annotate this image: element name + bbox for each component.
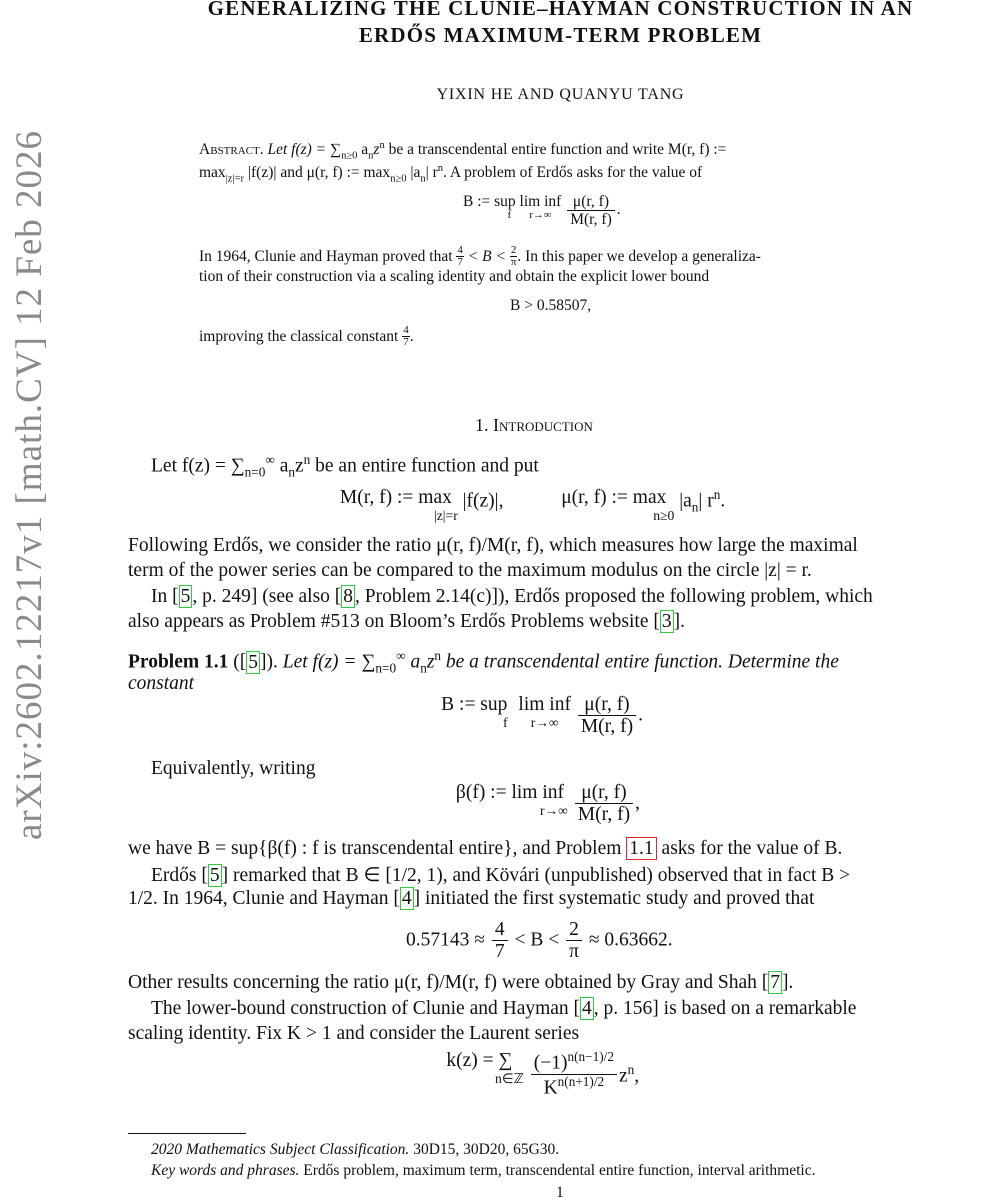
abstract-line-5: improving the classical constant $\frac{4}{7}$ . <box>199 324 414 348</box>
equation-M-mu: M(r, f) := max |z|=r |f(z)|, μ(r, f) := max n≥0 $|a_n|$ $r^n$. <box>339 487 726 524</box>
problem-label: Problem 1.1 <box>128 651 229 673</box>
paragraph-3-line-2: also appears as Problem #513 on Bloom’s Erdős Problems website [ 3 ]. <box>128 611 685 632</box>
abstract-line-1: Abstract. Let $f(z) = \sum_{n\ge 0}$ $a_nz^n$ be a transcendental entire function and write M(r, f) := <box>199 140 727 162</box>
paragraph-8-line-1: The lower-bound construction of Clunie and Hayman [ 4 , p. 156] is based on a remarkable <box>151 998 857 1019</box>
paper-authors: YIXIN HE AND QUANYU TANG <box>436 86 685 103</box>
equation-bounds: 0.57143 ≈ $\frac{4}{7}$ < B < $\frac{2}{\pi}$ ≈ 0.63662. <box>406 919 673 963</box>
paragraph-6-line-1: Erdős [ 5 ] remarked that B ∈ [1/2, 1), and Kövári (unpublished) observed that in fact B > <box>151 865 851 886</box>
abstract-line-4: tion of their construction via a scaling identity and obtain the explicit lower bound <box>199 268 710 285</box>
abstract-label: Abstract. <box>199 141 264 159</box>
abstract-bound: B > 0.58507, <box>510 297 592 314</box>
problem-statement-line-1: Problem 1.1 ([ 5 ]). Let $f(z) = \sum_{n=0}^\infty$ $a_nz^n$ be a transcendental entire function. Determine the <box>128 648 839 676</box>
citation-link[interactable]: 5 <box>209 865 220 886</box>
paper-title-line-2: ERDŐS MAXIMUM-TERM PROBLEM <box>358 23 763 47</box>
equation-beta: β(f) := lim inf r→∞ $\frac{\mu(r, f)}{M(r, f)}$ , <box>455 782 640 826</box>
paragraph-1: Let $f(z) = \sum_{n=0}^\infty$ $a_nz^n$ be an entire function and put <box>151 452 539 480</box>
equation-laurent-series: k(z) = ∑ n∈ℤ $\frac{(-1)^{n(n-1)/2}}{K^{n(n+1)/2}}$ $z^n$, <box>446 1049 640 1099</box>
citation-link[interactable]: 7 <box>770 972 781 993</box>
page-number: 1 <box>556 1184 564 1201</box>
citation-link[interactable]: 4 <box>401 888 412 909</box>
citation-link[interactable]: 5 <box>180 586 191 607</box>
problem-reference-link[interactable]: 1.1 <box>626 837 656 860</box>
citation-link[interactable]: 8 <box>343 586 354 607</box>
paragraph-5: we have B = sup{β(f) : f is transcendental entire}, and Problem 1.1 asks for the value of B. <box>128 838 843 859</box>
abstract-line-3: In 1964, Clunie and Hayman proved that $\frac{4}{7}$ < B < $\frac{2}{\pi}$ . In this paper we develop a generaliza- <box>199 244 761 268</box>
paragraph-2-line-2: term of the power series can be compared to the maximum modulus on the circle |z| = r. <box>128 560 812 581</box>
abstract-line-2: $\max_{|z|=r} |f(z)|$ and μ(r, f) := $\max_{n\ge 0} |a_n|$ $r^n$. A problem of Erdős asks for the value of <box>199 163 703 185</box>
citation-link[interactable]: 5 <box>248 651 259 673</box>
paragraph-4: Equivalently, writing <box>151 758 316 779</box>
paragraph-6-line-2: 1/2. In 1964, Clunie and Hayman [ 4 ] initiated the first systematic study and proved that <box>128 888 815 909</box>
paragraph-7: Other results concerning the ratio μ(r, f)/M(r, f) were obtained by Gray and Shah [ 7 ]. <box>128 972 794 993</box>
paragraph-2-line-1: Following Erdős, we consider the ratio μ(r, f)/M(r, f), which measures how large the maximal <box>128 535 858 556</box>
abstract-equation-B: B := sup f lim inf r→∞ $\frac{\mu(r, f)}{M(r, f)}$ . <box>463 193 621 229</box>
section-heading: 1. Introduction <box>475 415 593 435</box>
footnote-divider <box>128 1133 246 1134</box>
paper-title-line-1: GENERALIZING THE CLUNIE–HAYMAN CONSTRUCTION IN AN <box>207 0 914 20</box>
problem-statement-line-2: constant <box>128 673 195 694</box>
paragraph-8-line-2: scaling identity. Fix K > 1 and consider the Laurent series <box>128 1023 580 1044</box>
citation-link[interactable]: 3 <box>661 611 672 632</box>
footnote-keywords: Key words and phrases. Erdős problem, maximum term, transcendental entire function, interval arithmetic. <box>151 1162 816 1179</box>
citation-link[interactable]: 4 <box>582 998 592 1019</box>
paragraph-3-line-1: In [ 5 , p. 249] (see also [ 8 , Problem 2.14(c)]), Erdős proposed the following problem, which <box>151 586 873 607</box>
arxiv-identifier-stamp: arXiv:2602.12217v1 [math.CV] 12 Feb 2026 <box>9 129 50 840</box>
footnote-msc: 2020 Mathematics Subject Classification. 30D15, 30D20, 65G30. <box>151 1141 560 1158</box>
equation-B-definition: B := sup f lim inf r→∞ $\frac{\mu(r, f)}{M(r, f)}$ . <box>441 694 644 738</box>
